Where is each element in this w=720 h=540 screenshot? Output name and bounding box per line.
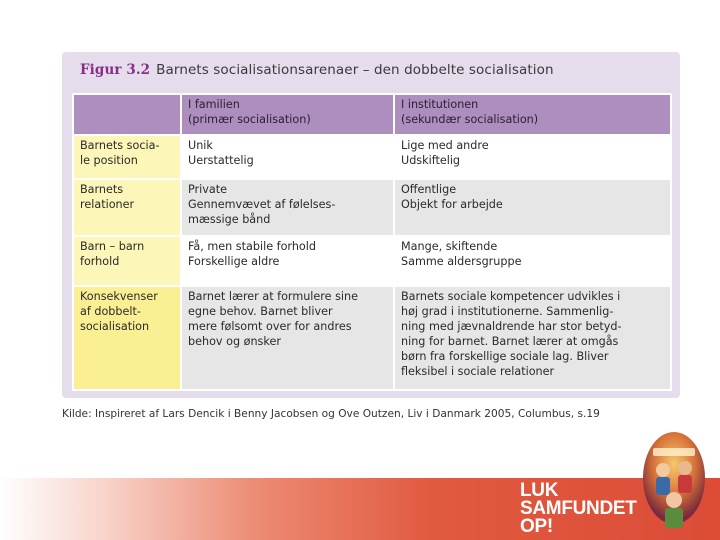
children-illustration-icon xyxy=(641,430,707,538)
figure-label: Figur 3.2 xyxy=(80,62,151,78)
table-row xyxy=(73,135,671,179)
header-family: I familien (primær socialisation) xyxy=(181,94,394,135)
table-row xyxy=(73,236,671,286)
table-header-row xyxy=(73,94,671,135)
cell-family: Få, men stabile forhold Forskellige aldre xyxy=(181,236,394,286)
figure-title-text: Barnets socialisationsarenaer – den dobbelte socialisation xyxy=(156,62,554,78)
cell-institution: Barnets sociale kompetencer udvikles i høj grad i institutionerne. Sammenlig- ning med jævnaldrende har stor betyd- ning for barnet. Barnet lærer at omgås børn fra forskellige sociale lag. Bliver fleksibel i sociale relationer xyxy=(394,286,671,390)
header-institution: I institutionen (sekundær socialisation) xyxy=(394,94,671,135)
brand-line-3: OP! xyxy=(520,516,553,537)
figure-title xyxy=(80,62,554,78)
brand-line-1: LUK xyxy=(520,480,559,501)
row-label: Barn – barn forhold xyxy=(73,236,181,286)
brand-logo xyxy=(520,482,637,536)
cell-family: Private Gennemvævet af følelses- mæssige bånd xyxy=(181,179,394,236)
row-label: Barnets relationer xyxy=(73,179,181,236)
cell-institution: Lige med andre Udskiftelig xyxy=(394,135,671,179)
cell-family: Barnet lærer at formulere sine egne behov. Barnet bliver mere følsomt over for andres behov og ønsker xyxy=(181,286,394,390)
cell-family: Unik Uerstattelig xyxy=(181,135,394,179)
figure-panel xyxy=(62,52,680,398)
table-row xyxy=(73,179,671,236)
table-row xyxy=(73,286,671,390)
header-corner xyxy=(73,94,181,135)
source-citation: Kilde: Inspireret af Lars Dencik i Benny Jacobsen og Ove Outzen, Liv i Danmark 2005, Columbus, s.19 xyxy=(62,408,600,420)
brand-line-2: SAMFUNDET xyxy=(520,498,637,519)
socialisation-table xyxy=(72,93,672,391)
row-label: Konsekvenser af dobbelt- socialisation xyxy=(73,286,181,390)
cell-institution: Offentlige Objekt for arbejde xyxy=(394,179,671,236)
row-label: Barnets socia- le position xyxy=(73,135,181,179)
cell-institution: Mange, skiftende Samme aldersgruppe xyxy=(394,236,671,286)
